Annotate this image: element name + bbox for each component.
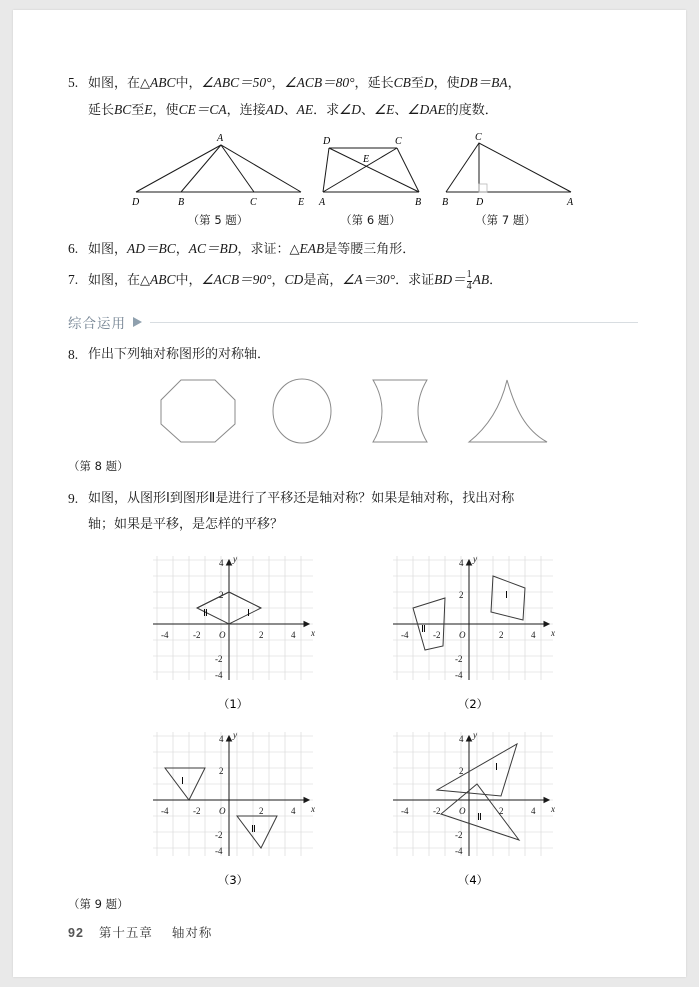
problem-7 bbox=[68, 267, 638, 294]
p7-fraction-denominator: 4 bbox=[466, 280, 472, 292]
fig7-label-D: D bbox=[475, 197, 483, 208]
panel-3-ytick--2: -2 bbox=[215, 830, 223, 840]
p6-triangle-symbol: △ bbox=[289, 242, 300, 257]
p5-ad: AD bbox=[265, 102, 284, 117]
p5-comma-1: ， bbox=[271, 76, 285, 91]
p5-t1: 延长 bbox=[367, 76, 394, 91]
p6-eq2: AC＝BD bbox=[188, 241, 238, 256]
p6-c1: ， bbox=[175, 242, 189, 257]
panel-1-ytick-2: 2 bbox=[219, 590, 224, 600]
panel-4-shape-label-1: Ⅰ bbox=[495, 762, 498, 773]
figure-8-shapes bbox=[68, 374, 638, 448]
p7-angle-acb: ∠ACB＝90° bbox=[201, 272, 272, 287]
figure-6-drawing bbox=[311, 130, 431, 210]
p6-c2: ，求证： bbox=[237, 242, 290, 257]
panel-1-shape-label-2: Ⅱ bbox=[203, 608, 208, 619]
p5-l2d: ，连接 bbox=[226, 103, 266, 118]
p6-eab: EAB bbox=[299, 241, 325, 256]
fig7-label-B: B bbox=[441, 197, 448, 208]
fig5-label-D: D bbox=[131, 197, 139, 208]
section-divider bbox=[150, 322, 638, 323]
panel-3-xtick--4: -4 bbox=[161, 806, 169, 816]
figure-row-567 bbox=[68, 130, 638, 228]
p7-cd: CD bbox=[284, 272, 304, 287]
panel-2-ytick--4: -4 bbox=[455, 670, 463, 680]
panel-4-ytick--4: -4 bbox=[455, 846, 463, 856]
fig6-label-C: C bbox=[394, 136, 402, 147]
panel-3-xtick-2: 2 bbox=[259, 806, 264, 816]
panel-2-xtick-4: 4 bbox=[531, 630, 536, 640]
panel-1-shape-label-1: Ⅰ bbox=[247, 608, 250, 619]
problem-5-body bbox=[88, 70, 638, 124]
panel-1-ytick--2: -2 bbox=[215, 654, 223, 664]
panel-4-origin: O bbox=[459, 806, 466, 816]
fig5-label-E: E bbox=[297, 197, 304, 208]
p6-eq1: AD＝BC bbox=[127, 241, 176, 256]
p5-angle-abc: ∠ABC＝50° bbox=[201, 75, 272, 90]
fig7-label-C: C bbox=[474, 132, 482, 143]
problem-6 bbox=[68, 236, 638, 263]
panel-2-ytick-4: 4 bbox=[459, 558, 464, 568]
panel-1-xtick-2: 2 bbox=[259, 630, 264, 640]
p5-l2b: 至 bbox=[131, 103, 145, 118]
panel-3-shape-label-1: Ⅰ bbox=[181, 776, 184, 787]
panel-1-xtick--2: -2 bbox=[193, 630, 201, 640]
page-number: 92 bbox=[68, 926, 84, 940]
p7-ab: AB bbox=[472, 272, 490, 287]
panel-4-ytick-4: 4 bbox=[459, 734, 464, 744]
panel-1-plot bbox=[133, 546, 333, 696]
problem-7-body bbox=[88, 267, 638, 294]
p5-text-b: 中， bbox=[175, 76, 202, 91]
fig7-label-A: A bbox=[566, 197, 573, 208]
panel-2-axis-y: y bbox=[473, 554, 477, 564]
panel-1-axis-y: y bbox=[233, 554, 237, 564]
figure-6-caption: （第 6 题） bbox=[340, 213, 401, 227]
panel-1-xtick--4: -4 bbox=[161, 630, 169, 640]
p7-bd: BD＝ bbox=[434, 272, 466, 287]
p5-bc: BC bbox=[114, 102, 132, 117]
problem-6-number: 6. bbox=[68, 241, 79, 256]
p7-t1: 中， bbox=[175, 273, 202, 288]
fig6-label-A: A bbox=[318, 197, 325, 208]
panel-2-ytick--2: -2 bbox=[455, 654, 463, 664]
concave-quad-shape bbox=[363, 374, 437, 448]
panel-2-xtick--4: -4 bbox=[401, 630, 409, 640]
problem-9-line-2: 轴；如果是平移，是怎样的平移？ bbox=[88, 517, 284, 532]
footer-chapter-title: 轴对称 bbox=[171, 925, 213, 940]
p7-fraction-numerator: 1 bbox=[466, 269, 472, 280]
curved-triangle-shape bbox=[463, 374, 551, 448]
panel-3-ytick-2: 2 bbox=[219, 766, 224, 776]
figure-9-panels bbox=[68, 546, 638, 888]
panel-3-plot bbox=[133, 722, 333, 872]
problem-9-body bbox=[88, 486, 638, 538]
p5-text-a: 如图，在 bbox=[88, 76, 141, 91]
p5-angle-acb: ∠ACB＝80° bbox=[284, 75, 355, 90]
p7-t3: ．求证 bbox=[395, 273, 435, 288]
figure-9-panel-2 bbox=[373, 546, 573, 712]
p7-fraction bbox=[467, 270, 472, 292]
fig5-label-C: C bbox=[249, 197, 257, 208]
figure-5-caption: （第 5 题） bbox=[187, 213, 249, 227]
octagon-shape bbox=[155, 374, 241, 448]
panel-3-caption: （3） bbox=[217, 873, 249, 887]
p5-comma-2: ， bbox=[354, 76, 368, 91]
figure-5 bbox=[126, 130, 311, 228]
section-header-comprehensive bbox=[68, 312, 638, 332]
panel-3-ytick--4: -4 bbox=[215, 846, 223, 856]
figure-7-drawing bbox=[431, 130, 581, 210]
p5-dbba: DB＝BA bbox=[459, 75, 508, 90]
panel-3-axis-y: y bbox=[233, 730, 237, 740]
panel-4-xtick-4: 4 bbox=[531, 806, 536, 816]
figure-7 bbox=[431, 130, 581, 228]
p7-t2: 是高， bbox=[303, 273, 343, 288]
problem-9 bbox=[68, 486, 638, 538]
p5-cb: CB bbox=[393, 75, 411, 90]
figure-9-caption: （第 9 题） bbox=[68, 897, 129, 911]
panel-3-ytick-4: 4 bbox=[219, 734, 224, 744]
p5-e: E bbox=[144, 102, 153, 117]
panel-4-xtick-2: 2 bbox=[499, 806, 504, 816]
panel-4-shape-label-2: Ⅱ bbox=[477, 812, 482, 823]
panel-4-ytick-2: 2 bbox=[459, 766, 464, 776]
p7-dot: ． bbox=[489, 273, 503, 288]
figure-5-drawing bbox=[126, 130, 311, 210]
p5-l2h: 、 bbox=[394, 103, 408, 118]
fig6-label-E: E bbox=[362, 154, 369, 165]
p5-d: D bbox=[423, 75, 434, 90]
p7-abc: ABC bbox=[150, 272, 176, 287]
p7-c1: ， bbox=[271, 273, 285, 288]
panel-2-shape-label-2: Ⅱ bbox=[421, 624, 426, 635]
section-label: 综合运用 bbox=[68, 316, 126, 332]
p5-l2e: 、 bbox=[283, 103, 297, 118]
panel-3-xtick-4: 4 bbox=[291, 806, 296, 816]
p7-text-a: 如图，在 bbox=[88, 273, 141, 288]
panel-2-caption: （2） bbox=[457, 697, 489, 711]
p5-angle-dae: ∠DAE bbox=[407, 102, 446, 117]
p5-ceca: CE＝CA bbox=[178, 102, 227, 117]
panel-1-origin: O bbox=[219, 630, 226, 640]
p5-angle-e: ∠E bbox=[374, 102, 395, 117]
panel-4-axis-y: y bbox=[473, 730, 477, 740]
p7-triangle-symbol: △ bbox=[140, 273, 151, 288]
fig6-label-B: B bbox=[414, 197, 421, 208]
panel-4-xtick--4: -4 bbox=[401, 806, 409, 816]
panel-2-xtick-2: 2 bbox=[499, 630, 504, 640]
panel-2-axis-x: x bbox=[551, 628, 555, 638]
problem-6-body bbox=[88, 236, 638, 263]
p5-ae: AE bbox=[296, 102, 314, 117]
figure-8-caption: （第 8 题） bbox=[68, 459, 129, 473]
problem-8 bbox=[68, 342, 638, 368]
problem-9-number: 9. bbox=[68, 491, 79, 506]
fig5-label-B: B bbox=[177, 197, 184, 208]
panel-1-ytick-4: 4 bbox=[219, 558, 224, 568]
panel-4-axis-x: x bbox=[551, 804, 555, 814]
problem-8-number: 8. bbox=[68, 347, 79, 362]
panel-1-axis-x: x bbox=[311, 628, 315, 638]
panel-2-shape-label-1: Ⅰ bbox=[505, 590, 508, 601]
footer-chapter: 第十五章 bbox=[98, 925, 153, 940]
panel-4-ytick--2: -2 bbox=[455, 830, 463, 840]
p5-t4: ， bbox=[507, 76, 521, 91]
p5-abc: ABC bbox=[150, 75, 176, 90]
panel-2-origin: O bbox=[459, 630, 466, 640]
panel-1-caption: （1） bbox=[217, 697, 249, 711]
problem-8-body: 作出下列轴对称图形的对称轴． bbox=[88, 347, 271, 362]
problem-7-number: 7. bbox=[68, 272, 79, 287]
panel-4-caption: （4） bbox=[457, 873, 489, 887]
page-content bbox=[68, 70, 638, 912]
page-sheet bbox=[13, 10, 686, 977]
ellipse-shape bbox=[267, 374, 337, 448]
p5-l2a: 延长 bbox=[88, 103, 115, 118]
page-footer bbox=[68, 923, 212, 941]
p7-angle-a: ∠A＝30° bbox=[342, 272, 396, 287]
p5-t3: ，使 bbox=[433, 76, 460, 91]
panel-3-xtick--2: -2 bbox=[193, 806, 201, 816]
p6-tail: 是等腰三角形． bbox=[324, 242, 416, 257]
p5-angle-d: ∠D bbox=[339, 102, 361, 117]
panel-1-xtick-4: 4 bbox=[291, 630, 296, 640]
fig5-label-A: A bbox=[216, 133, 223, 144]
p5-l2g: 、 bbox=[360, 103, 374, 118]
panel-3-origin: O bbox=[219, 806, 226, 816]
p5-t2: 至 bbox=[410, 76, 424, 91]
panel-3-axis-x: x bbox=[311, 804, 315, 814]
fig6-label-D: D bbox=[322, 136, 330, 147]
p5-l2f: ．求 bbox=[313, 103, 340, 118]
p5-triangle-symbol: △ bbox=[140, 76, 151, 91]
figure-9-panel-3 bbox=[133, 722, 333, 888]
problem-5-number: 5. bbox=[68, 75, 79, 90]
p6-text-a: 如图， bbox=[88, 242, 128, 257]
figure-6 bbox=[311, 130, 431, 228]
panel-2-plot bbox=[373, 546, 573, 696]
problem-5 bbox=[68, 70, 638, 124]
panel-1-ytick--4: -4 bbox=[215, 670, 223, 680]
p5-l2c: ，使 bbox=[152, 103, 179, 118]
p5-l2i: 的度数． bbox=[445, 103, 498, 118]
panel-4-xtick--2: -2 bbox=[433, 806, 441, 816]
panel-3-shape-label-2: Ⅱ bbox=[251, 824, 256, 835]
problem-9-line-1: 如图，从图形Ⅰ到图形Ⅱ是进行了平移还是轴对称？如果是轴对称，找出对称 bbox=[88, 491, 515, 506]
panel-2-xtick--2: -2 bbox=[433, 630, 441, 640]
figure-9-panel-1 bbox=[133, 546, 333, 712]
figure-9-panel-4 bbox=[373, 722, 573, 888]
panel-4-plot bbox=[373, 722, 573, 872]
triangle-right-icon bbox=[133, 317, 142, 327]
figure-7-caption: （第 7 题） bbox=[475, 213, 536, 227]
panel-2-ytick-2: 2 bbox=[459, 590, 464, 600]
